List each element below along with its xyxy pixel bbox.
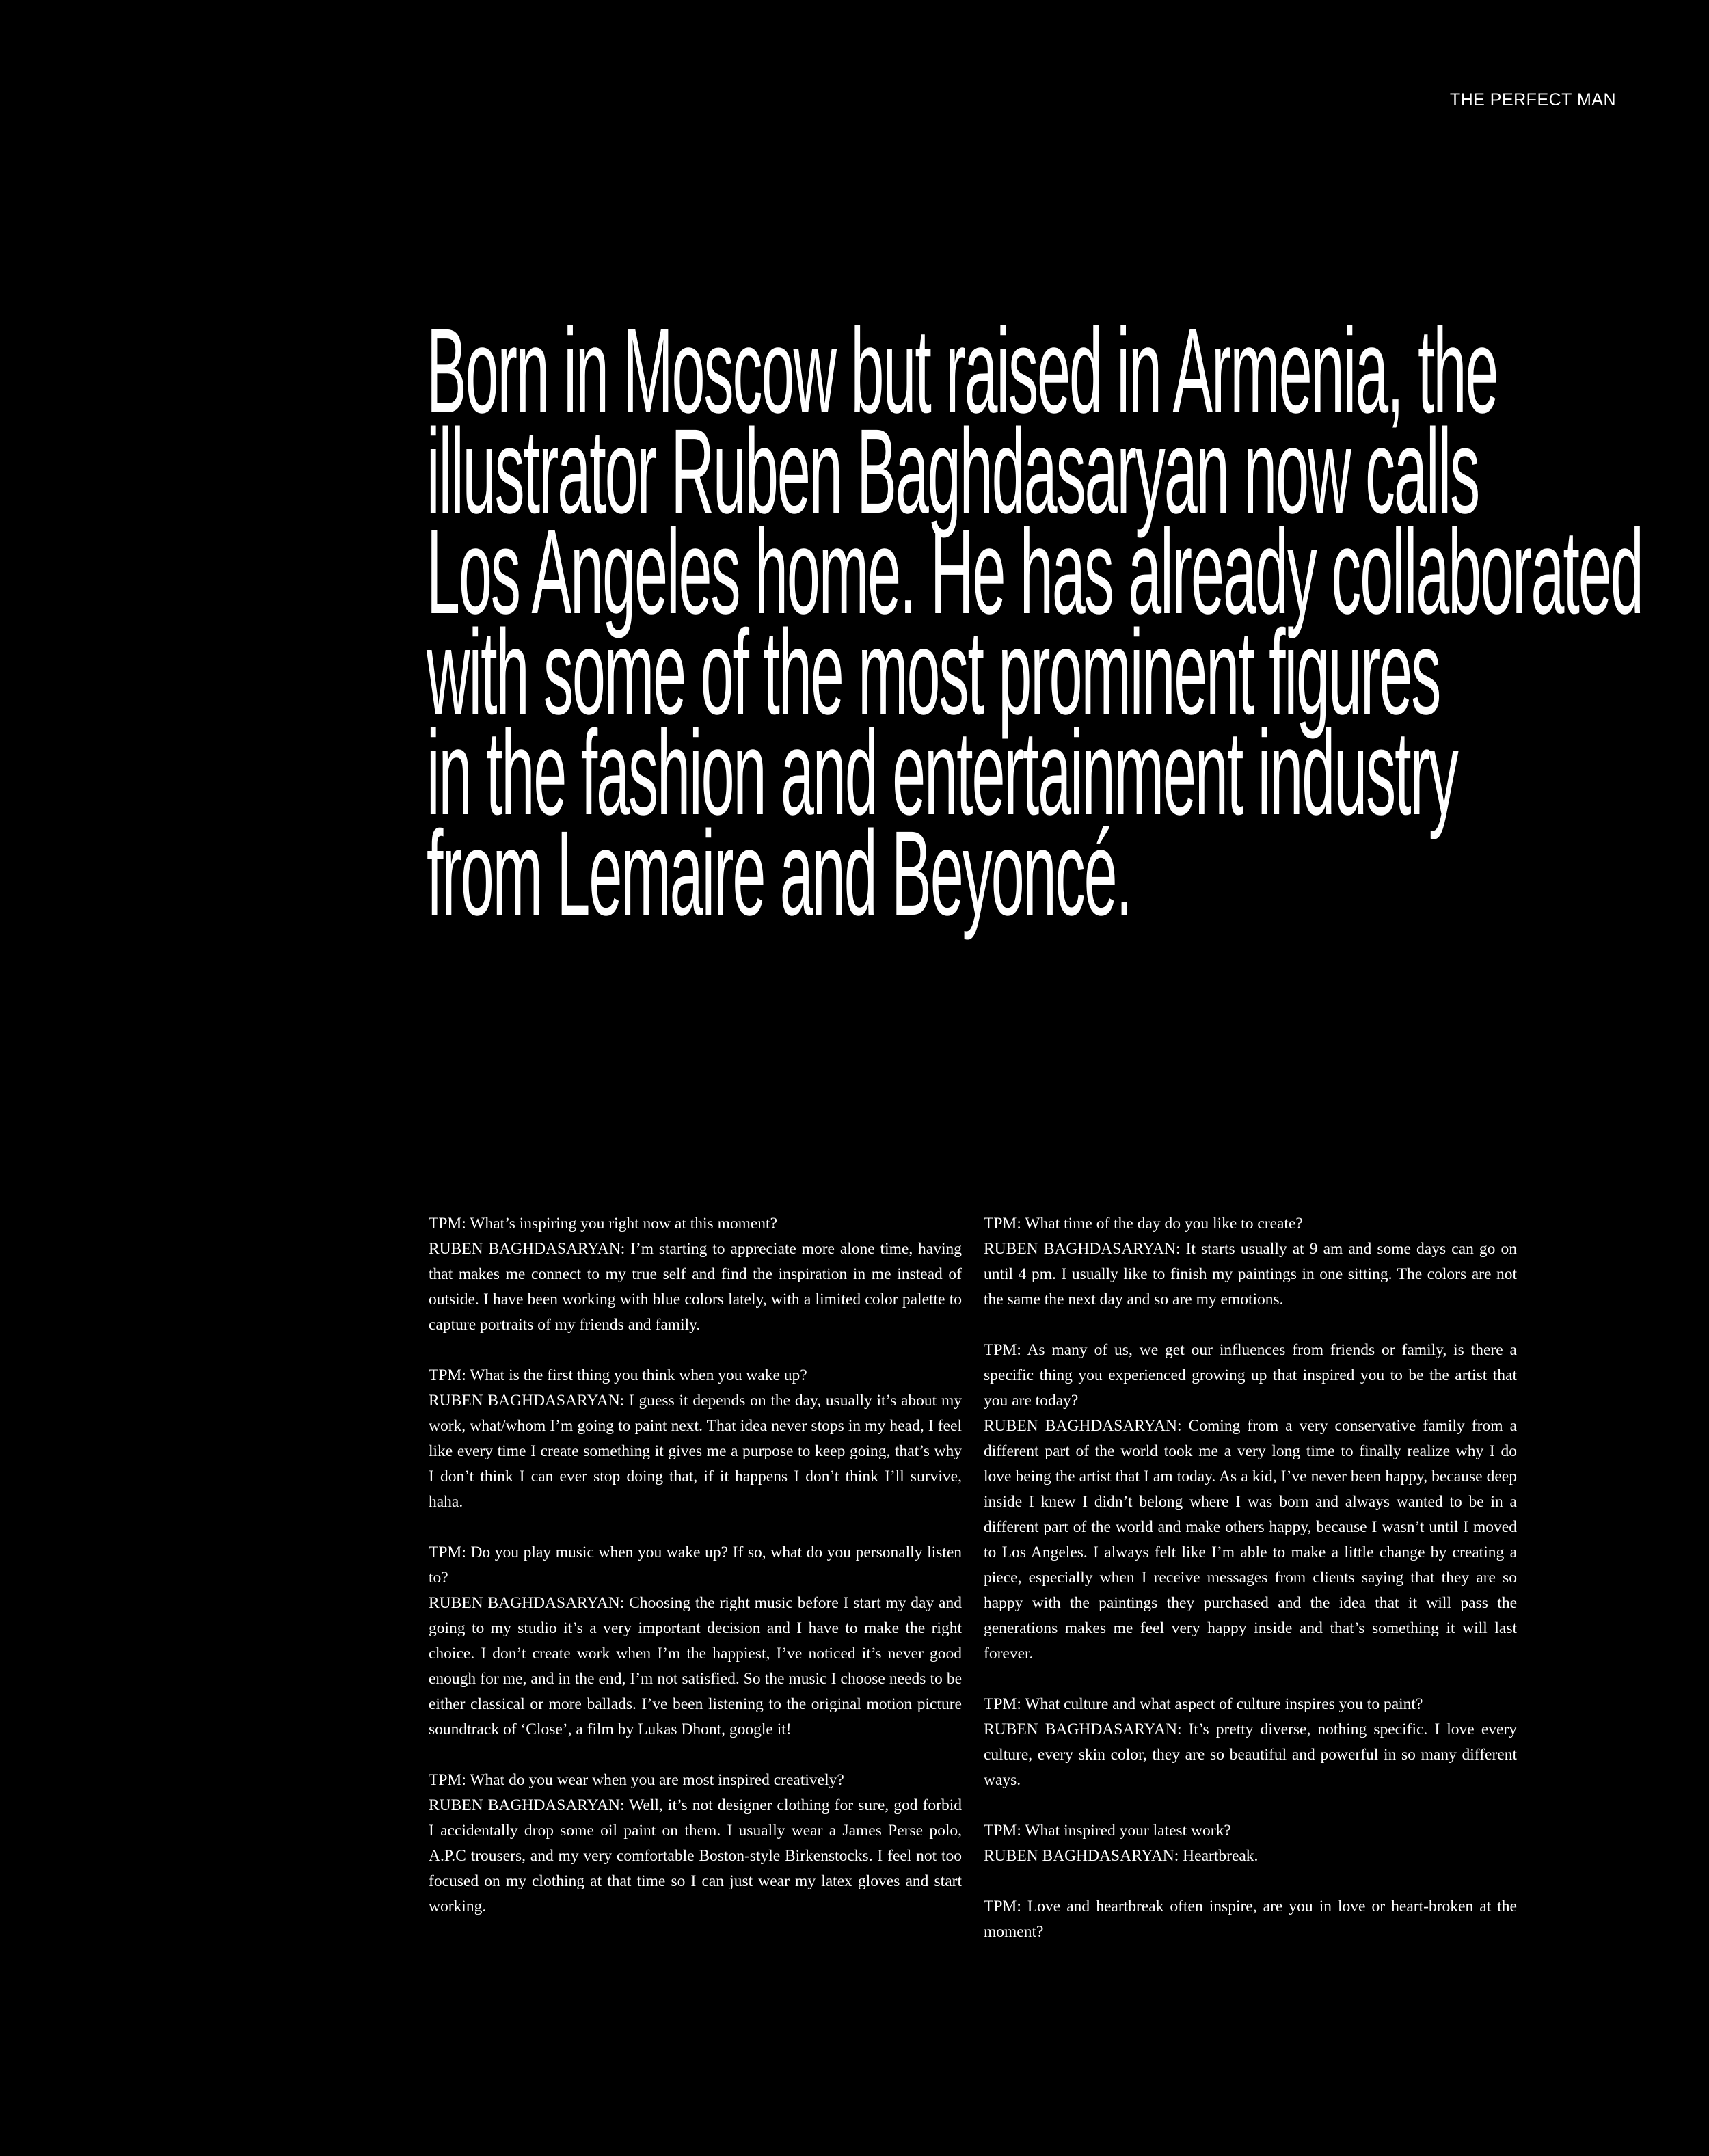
lead-line: with some of the most prominent figures	[427, 606, 1440, 740]
lead-paragraph	[427, 304, 1643, 941]
interview-column-left	[429, 1211, 962, 1945]
interview-answer: RUBEN BAGHDASARYAN: Well, it’s not designer clothing for sure, god forbid I accidentally drop some oil paint on them. I usually wear a James Perse polo, A.P.C trousers, and my very comfortable Boston-style Birkenstocks. I feel not too focused on my clothing at that time so I can just wear my latex gloves and start working.	[429, 1796, 962, 1915]
interview-answer: RUBEN BAGHDASARYAN: Choosing the right music before I start my day and going to my studio it’s a very important decision and I have to make the right choice. I don’t create work when I’m the happiest, I’ve noticed it’s never good enough for me, and in the end, I’m not satisfied. So the music I choose needs to be either classical or more ballads. I’ve been listening to the original motion picture soundtrack of ‘Close’, a film by Lukas Dhont, google it!	[429, 1594, 962, 1738]
interview-question: TPM: Do you play music when you wake up? If so, what do you personally listen to?	[429, 1544, 962, 1587]
interview-question: TPM: What is the first thing you think when you wake up?	[429, 1366, 807, 1384]
qa-block	[984, 1338, 1517, 1667]
interview-answer: RUBEN BAGHDASARYAN: Heartbreak.	[984, 1847, 1259, 1865]
lead-line: illustrator Ruben Baghdasaryan now calls	[427, 405, 1479, 539]
interview-question: TPM: What do you wear when you are most inspired creatively?	[429, 1771, 844, 1789]
interview-question: TPM: What culture and what aspect of culture inspires you to paint?	[984, 1695, 1423, 1713]
interview-answer: RUBEN BAGHDASARYAN: It’s pretty diverse, nothing specific. I love every culture, every skin color, they are so beautiful and powerful in so many different ways.	[984, 1721, 1517, 1789]
interview-question: TPM: What’s inspiring you right now at this moment?	[429, 1215, 778, 1232]
qa-block	[429, 1768, 962, 1919]
qa-block	[984, 1894, 1517, 1945]
interview-question: TPM: What time of the day do you like to create?	[984, 1215, 1303, 1232]
interview-answer: RUBEN BAGHDASARYAN: I guess it depends on the day, usually it’s about my work, what/whom I’m going to paint next. That idea never stops in my head, I feel like every time I create something it gives me a purpose to keep going, that’s why I don’t think I can ever stop doing that, if it happens I don’t think I’ll survive, haha.	[429, 1392, 962, 1511]
qa-block	[429, 1363, 962, 1515]
interview-question: TPM: As many of us, we get our influences from friends or family, is there a specific thing you experienced growing up that inspired you to be the artist that you are today?	[984, 1341, 1517, 1410]
interview-answer: RUBEN BAGHDASARYAN: It starts usually at 9 am and some days can go on until 4 pm. I usually like to finish my paintings in one sitting. The colors are not the same the next day and so are my emotions.	[984, 1240, 1517, 1308]
lead-line: in the fashion and entertainment industry	[427, 706, 1457, 840]
interview-answer: RUBEN BAGHDASARYAN: Coming from a very conservative family from a different part of the world took me a very long time to finally realize why I do love being the artist that I am today. As a kid, I’ve never been happy, because deep inside I knew I didn’t belong where I was born and always wanted to be in a different part of the world and make others happy, because I wasn’t until I moved to Los Angeles. I always felt like I’m able to make a little change by creating a piece, especially when I receive messages from clients saying that they are so happy with the paintings they purchased and the idea that it will pass the generations makes me feel very happy inside and that’s something it will last forever.	[984, 1417, 1517, 1662]
qa-block	[984, 1818, 1517, 1869]
interview-column-right	[984, 1211, 1517, 1970]
qa-block	[429, 1211, 962, 1338]
section-title: THE PERFECT MAN	[1449, 90, 1616, 109]
interview-question: TPM: Love and heartbreak often inspire, are you in love or heart-broken at the moment?	[984, 1898, 1517, 1941]
qa-block	[429, 1540, 962, 1742]
lead-line: Los Angeles home. He has already collaborated	[427, 505, 1643, 639]
interview-question: TPM: What inspired your latest work?	[984, 1822, 1231, 1840]
qa-block	[984, 1211, 1517, 1312]
lead-line: from Lemaire and Beyoncé.	[427, 807, 1132, 941]
lead-line: Born in Moscow but raised in Armenia, the	[427, 304, 1498, 438]
qa-block	[984, 1692, 1517, 1793]
interview-answer: RUBEN BAGHDASARYAN: I’m starting to appreciate more alone time, having that makes me connect to my true self and find the inspiration in me instead of outside. I have been working with blue colors lately, with a limited color palette to capture portraits of my friends and family.	[429, 1240, 962, 1334]
